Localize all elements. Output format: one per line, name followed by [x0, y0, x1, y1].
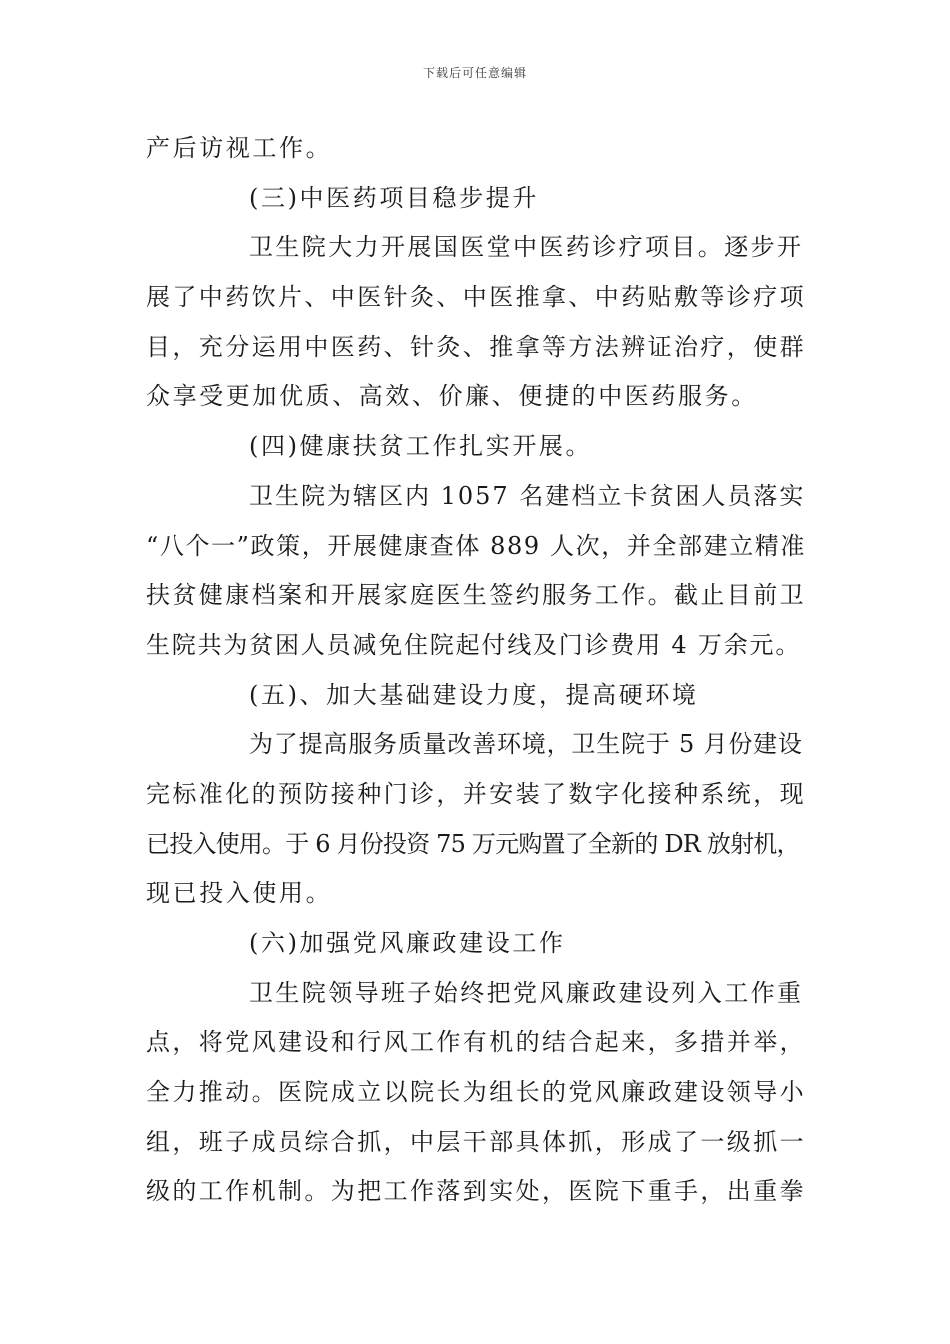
paragraph-line: 级的工作机制。为把工作落到实处，医院下重手，出重拳 [146, 1177, 806, 1206]
section-heading: (四)健康扶贫工作扎实开展。 [249, 432, 593, 461]
paragraph-line: 扶贫健康档案和开展家庭医生签约服务工作。截止目前卫 [146, 581, 806, 610]
paragraph-line: 众享受更加优质、高效、价廉、便捷的中医药服务。 [146, 382, 758, 411]
paragraph-line: 组，班子成员综合抓，中层干部具体抓，形成了一级抓一 [146, 1127, 806, 1156]
paragraph-line: 为了提高服务质量改善环境，卫生院于 5 月份建设 [249, 730, 803, 759]
section-heading: (六)加强党风廉政建设工作 [249, 929, 566, 957]
paragraph-line: 生院共为贫困人员减免住院起付线及门诊费用 4 万余元。 [146, 630, 802, 659]
paragraph-line: 完标准化的预防接种门诊，并安装了数字化接种系统，现 [146, 779, 806, 808]
paragraph-line: 现已投入使用。 [146, 879, 333, 908]
paragraph-line: “八个一”政策，开展健康查体 889 人次，并全部建立精准 [146, 531, 807, 560]
paragraph-line: 目，充分运用中医药、针灸、推拿等方法辨证治疗，使群 [146, 332, 806, 361]
paragraph-line: 点，将党风建设和行风工作有机的结合起来，多措并举， [146, 1028, 806, 1057]
page-header: 下载后可任意编辑 [422, 66, 527, 80]
paragraph-line: 卫生院领导班子始终把党风廉政建设列入工作重 [249, 978, 804, 1007]
paragraph-line: 产后访视工作。 [146, 134, 333, 162]
section-heading: (五)、加大基础建设力度，提高硬环境 [249, 680, 699, 709]
paragraph-line: 卫生院为辖区内 1057 名建档立卡贫困人员落实 [249, 481, 806, 510]
paragraph-line: 已投入使用。于 6 月份投资 75 万元购置了全新的 DR 放射机， [146, 829, 800, 858]
paragraph-line: 卫生院大力开展国医堂中医药诊疗项目。逐步开 [249, 233, 804, 262]
section-heading: (三)中医药项目稳步提升 [249, 183, 539, 212]
paragraph-line: 全力推动。医院成立以院长为组长的党风廉政建设领导小 [146, 1078, 806, 1107]
paragraph-line: 展了中药饮片、中医针灸、中医推拿、中药贴敷等诊疗项 [146, 283, 806, 312]
document-body [146, 124, 806, 1217]
